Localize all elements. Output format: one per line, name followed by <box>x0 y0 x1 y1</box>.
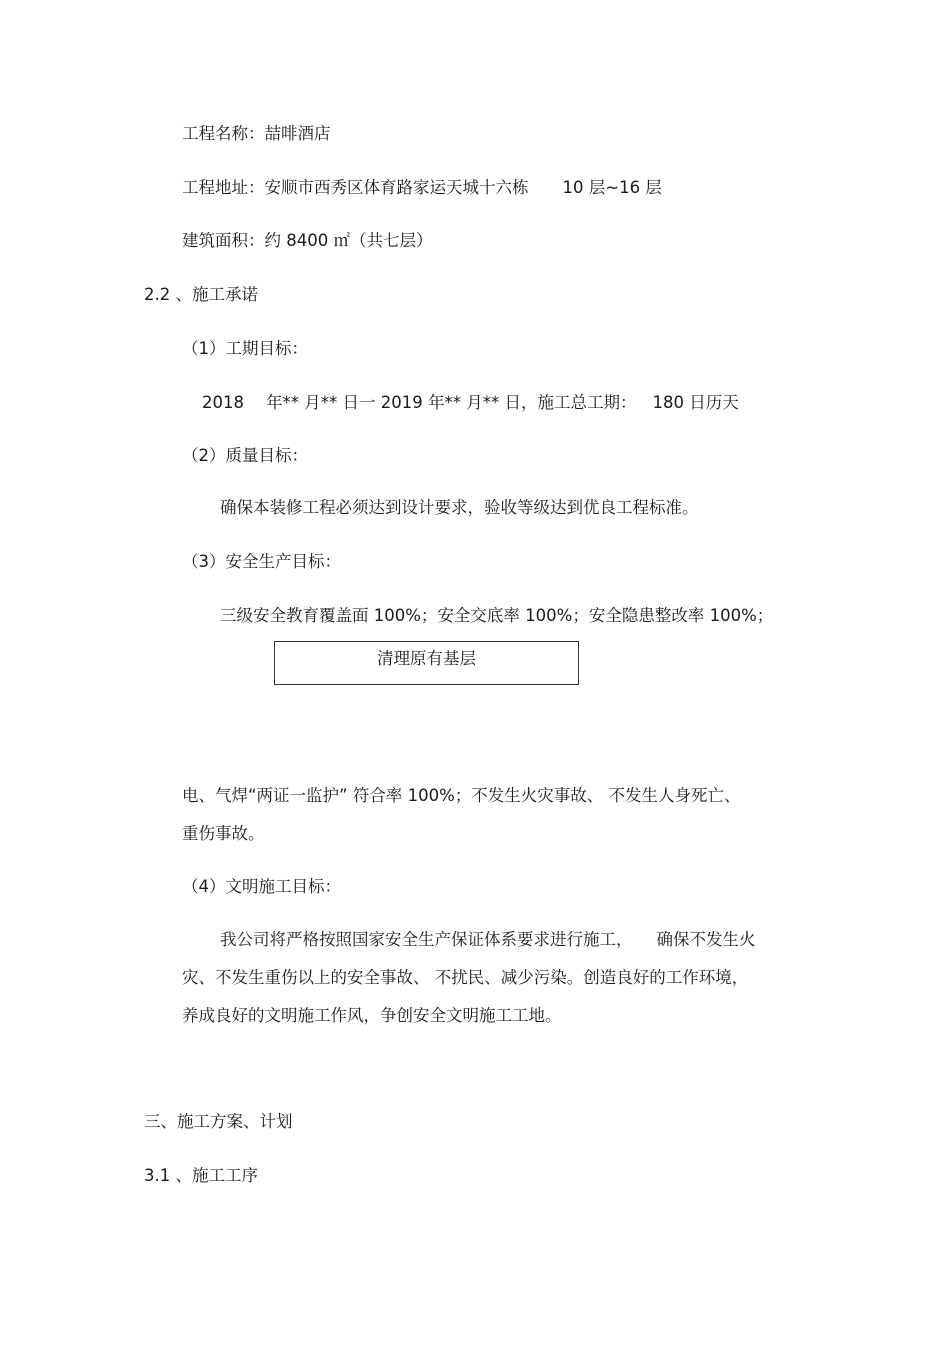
project-address-floors: 10 层~16 层 <box>562 178 662 197</box>
schedule-goal-text <box>202 395 739 412</box>
project-name-value: 喆啡酒店 <box>264 124 331 143</box>
civilized-goal-line-1a: 我公司将严格按照国家安全生产保证体系要求进行施工， <box>220 930 633 949</box>
project-address-label: 工程地址： <box>182 178 265 197</box>
project-address-line <box>182 180 662 197</box>
section-3-1-heading: 3.1 、施工工序 <box>144 1166 258 1185</box>
process-flow-box-label: 清理原有基层 <box>377 649 476 668</box>
civilized-goal-line-1 <box>220 932 756 949</box>
project-area-value: 约 8400 ㎡（共七层） <box>264 231 433 250</box>
safety-goal-continued-1: 电、气焊“两证一监护” 符合率 100%；不发生火灾事故、 不发生人身死亡、 <box>182 786 741 805</box>
quality-goal-label: （2）质量目标： <box>182 446 308 465</box>
process-flow-box <box>274 641 579 685</box>
schedule-goal-year: 2018 <box>202 393 244 412</box>
schedule-goal-dates: 年** 月** 日一 2019 年** 月** 日，施工总工期： <box>266 393 637 412</box>
project-area-label: 建筑面积： <box>182 231 265 250</box>
civilized-goal-line-1b: 确保不发生火 <box>656 930 756 949</box>
project-area-line <box>182 233 432 250</box>
project-name-line <box>182 126 331 143</box>
civilized-goal-line-2: 灾、不发生重伤以上的安全事故、 不扰民、减少污染。创造良好的工作环境， <box>182 968 749 987</box>
schedule-goal-label: （1）工期目标： <box>182 339 308 358</box>
safety-goal-text: 三级安全教育覆盖面 100%；安全交底率 100%；安全隐患整改率 100%； <box>220 606 774 625</box>
section-3-heading: 三、施工方案、计划 <box>144 1112 293 1131</box>
civilized-goal-line-3: 养成良好的文明施工作风，争创安全文明施工工地。 <box>182 1006 562 1025</box>
safety-goal-label: （3）安全生产目标： <box>182 552 341 571</box>
civilized-goal-label: （4）文明施工目标： <box>182 877 341 896</box>
section-2-2-heading: 2.2 、施工承诺 <box>144 285 258 304</box>
quality-goal-text: 确保本装修工程必须达到设计要求，验收等级达到优良工程标准。 <box>220 498 699 517</box>
safety-goal-continued-2: 重伤事故。 <box>182 824 265 843</box>
project-address-value: 安顺市西秀区体育路家运天城十六栋 <box>264 178 529 197</box>
project-name-label: 工程名称： <box>182 124 265 143</box>
schedule-goal-duration: 180 日历天 <box>652 393 739 412</box>
